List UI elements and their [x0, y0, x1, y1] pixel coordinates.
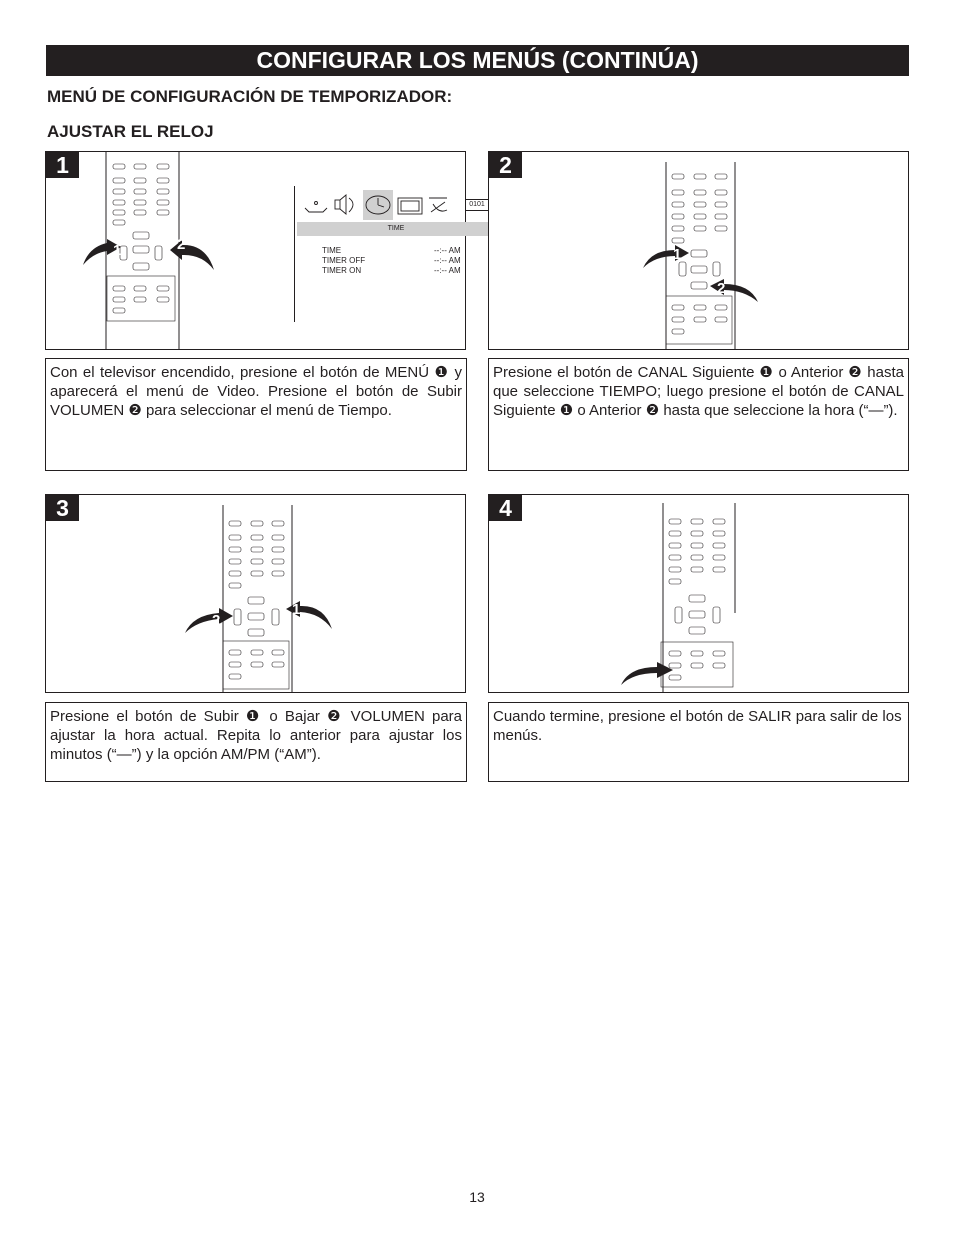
menu-title: TIME — [297, 222, 495, 236]
step4-instructions: Cuando termine, presione el botón de SALIR para salir de los menús. — [488, 702, 909, 782]
step1-instructions: Con el televisor encendido, presione el botón de MENÚ ❶ y aparecerá el menú de Video. Presione el botón de Subir VOLUMEN ❷ para seleccionar el menú de Tiempo. — [45, 358, 467, 471]
step4-figure — [488, 494, 909, 693]
step2-instructions: Presione el botón de CANAL Siguiente ❶ o Anterior ❷ hasta que seleccione TIEMPO; luego presione el botón de CANAL Siguiente ❶ o Anterior ❷ hasta que seleccione la hora (“—”). — [488, 358, 909, 471]
page-number: 13 — [469, 1189, 485, 1205]
menu-category-icons — [301, 190, 451, 220]
step3-figure — [45, 494, 466, 693]
step1-number: 1 — [46, 152, 79, 178]
menu-clock: 0101 — [465, 199, 489, 211]
callout-label-1: 1 — [292, 601, 301, 618]
step3-instructions: Presione el botón de Subir ❶ o Bajar ❷ VOLUMEN para ajustar la hora actual. Repita lo anterior para ajustar los minutos (“—”) y la opción AM/PM (“AM”). — [45, 702, 467, 782]
menu-row-value: --:-- AM — [434, 246, 461, 255]
callout-label-2: 2 — [177, 236, 186, 253]
menu-row-label: TIMER OFF — [322, 256, 366, 265]
subsection-title: AJUSTAR EL RELOJ — [47, 122, 214, 141]
menu-row-label: TIMER ON — [322, 266, 362, 275]
step1-figure — [45, 151, 485, 350]
callout-arrow-1 — [641, 244, 691, 272]
step2-figure — [488, 151, 909, 350]
callout-label-2: 2 — [212, 612, 221, 629]
exit-callout-arrow — [619, 661, 675, 689]
tv-menu-screen — [294, 186, 495, 322]
callout-arrow-2 — [708, 278, 760, 306]
menu-row-value: --:-- AM — [434, 256, 461, 265]
menu-row-label: TIME — [322, 246, 342, 255]
menu-row-value: --:-- AM — [434, 266, 461, 275]
callout-label-2: 2 — [717, 280, 726, 297]
callout-arrow-2 — [183, 607, 235, 637]
page-banner: CONFIGURAR LOS MENÚS (CONTINÚA) — [46, 45, 909, 76]
callout-arrow-2 — [168, 236, 218, 272]
section-title: MENÚ DE CONFIGURACIÓN DE TEMPORIZADOR: — [47, 87, 453, 106]
step4-number: 4 — [489, 495, 522, 521]
callout-label-1: 1 — [673, 246, 682, 263]
callout-label-1: 1 — [113, 242, 122, 259]
step2-number: 2 — [489, 152, 522, 178]
step3-number: 3 — [46, 495, 79, 521]
